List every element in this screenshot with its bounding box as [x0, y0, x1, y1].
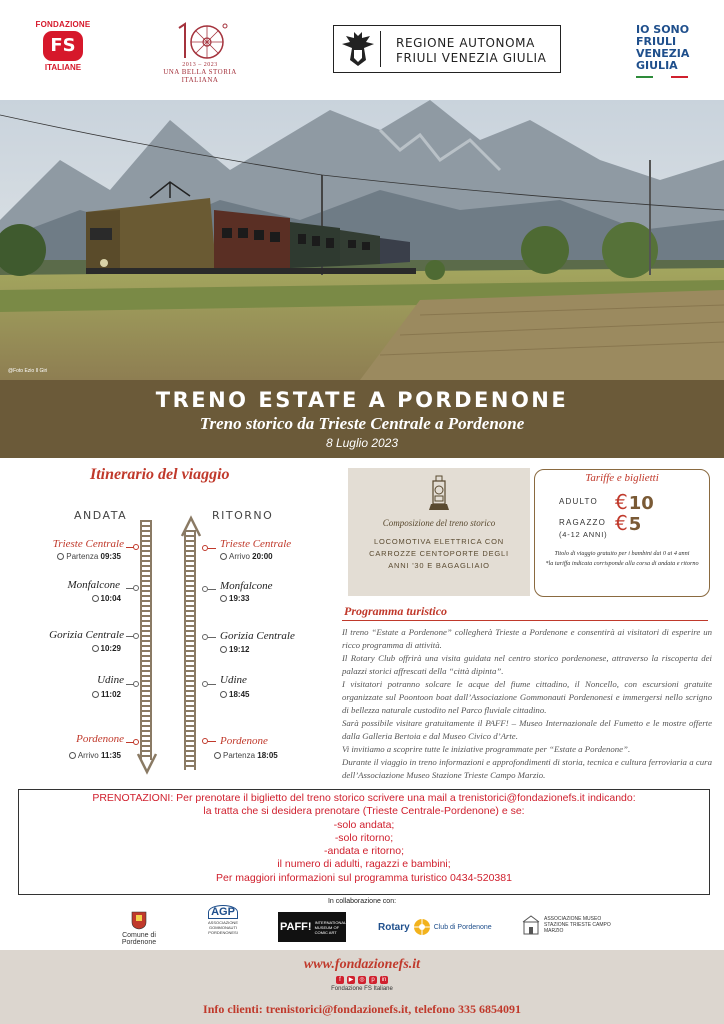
clock-icon [92, 595, 99, 602]
child-price: €5 [615, 511, 642, 535]
booking-line: PRENOTAZIONI: Per prenotare il biglietto del treno storico scrivere una mail a trenistorici@fondazionefs.it indicando: [92, 792, 636, 804]
andata-time: Partenza 09:35 [57, 552, 121, 561]
clock-icon [214, 752, 221, 759]
agp-logo [200, 905, 246, 935]
stop-tick [208, 589, 216, 590]
coat-of-arms-icon [131, 910, 147, 930]
programma-paragraph: Vi invitiamo a scoprire tutte le iniziative programmate per “Estate a Pordenone”. [342, 744, 631, 754]
stop-tick [208, 548, 216, 549]
andata-station: Gorizia Centrale [49, 629, 124, 641]
station-building-icon [522, 914, 540, 936]
ritorno-time: Arrivo 20:00 [220, 552, 273, 561]
programma-paragraph: Durante il viaggio in treno informazioni e approfondimenti di storia, tecnica e cultura ferroviaria a cura dell’Associazione Museo Stazione Trieste Campo Marzio. [342, 757, 712, 780]
historic-train-landscape [0, 100, 724, 380]
logo-bottom-text: ITALIANE [44, 63, 82, 72]
region-line-1: REGIONE AUTONOMA [396, 36, 535, 50]
tariff-note: Titolo di viaggio gratuito per i bambini dai 0 ai 4 anni [554, 550, 690, 557]
down-arrow-icon [136, 752, 158, 776]
stop-dot [133, 544, 139, 550]
region-line-2: FRIULI VENEZIA GIULIA [396, 51, 547, 65]
programma-paragraph: Il Rotary Club offrirà una visita guidata nel centro storico pordenonese, attraverso la riscoperta dei palazzi storici affrescati della “città dipinta”. [342, 653, 712, 676]
pinterest-icon[interactable]: p [369, 976, 377, 984]
fs-mark: FS [43, 31, 83, 61]
tariff-note: *la tariffa indicata corrisponde alla corsa di andata e ritorno [545, 560, 699, 567]
steam-locomotive-icon [427, 474, 451, 514]
booking-line: la tratta che si desidera prenotare (Trieste Centrale-Pordenone) e se: [203, 805, 525, 818]
stop-dot [133, 681, 139, 687]
photo-credit: @Foto Ezio Il Giri [8, 368, 48, 374]
comune-pordenone-logo [104, 910, 174, 946]
clock-icon [57, 553, 64, 560]
stop-dot [133, 633, 139, 639]
clock-icon [220, 691, 227, 698]
event-subtitle: Treno storico da Trieste Centrale a Pordenone [199, 414, 525, 433]
linkedin-icon[interactable]: in [381, 977, 387, 983]
ioso-line: GIULIA [636, 59, 678, 72]
comune-name: Comune di Pordenone [121, 932, 157, 946]
anniversary-tagline: UNA BELLA STORIA ITALIANA [163, 68, 237, 84]
anniversary-logo [150, 20, 250, 84]
clock-icon [220, 595, 227, 602]
programma-paragraph: I visitatori potranno solcare le acque del fiume cittadino, il Noncello, con escursioni gratuite organizzate sul Poontoon boat dall’Associazione Gommonauti Pordenonesi e immergersi nello scrigno di bellezza naturale custodito nel Parco fluviale cittadino. [342, 679, 712, 715]
andata-header: ANDATA [74, 509, 128, 522]
rotary-wheel-icon [413, 918, 431, 936]
agp-mark: AGP [208, 905, 238, 919]
footer-org: Fondazione FS Italiane [331, 986, 393, 992]
region-divider [380, 31, 381, 67]
andata-time: 10:29 [92, 644, 121, 653]
programma-title: Programma turistico [344, 604, 448, 618]
andata-track [140, 520, 152, 760]
andata-time: Arrivo 11:35 [69, 751, 121, 760]
ritorno-track [184, 530, 196, 770]
programma-rule [342, 620, 708, 621]
footer [0, 950, 724, 1024]
hero-train-photo [0, 100, 724, 380]
ritorno-station: Monfalcone [220, 580, 273, 592]
stop-tick [208, 637, 216, 638]
ritorno-header: RITORNO [212, 509, 274, 522]
booking-line: -andata e ritorno; [324, 845, 404, 858]
io-sono-fvg-logo [636, 24, 689, 78]
ritorno-time: 19:33 [220, 594, 249, 603]
stop-tick [208, 741, 216, 742]
title-band [0, 380, 724, 458]
ritorno-time: Partenza 18:05 [214, 751, 278, 760]
ritorno-time: 19:12 [220, 645, 249, 654]
booking-line: il numero di adulti, ragazzi e bambini; [277, 858, 451, 871]
itinerary-title: Itinerario del viaggio [90, 466, 230, 483]
rotary-logo [378, 918, 498, 936]
fondazione-fs-logo [30, 20, 96, 72]
ritorno-station: Trieste Centrale [220, 538, 292, 550]
tariffs-notes [541, 549, 703, 569]
andata-station: Monfalcone [67, 579, 120, 591]
up-arrow-icon [180, 514, 202, 538]
ioso-line: FRIULI [636, 35, 677, 48]
italian-flag-stripe [636, 76, 688, 78]
booking-line: -solo andata; [333, 818, 395, 831]
clock-icon [92, 691, 99, 698]
instagram-icon[interactable]: ◎ [359, 977, 365, 983]
paff-name: INTERNATIONAL MUSEUM OF COMIC ART [314, 919, 347, 935]
paff-logo [278, 912, 346, 942]
andata-station: Udine [97, 674, 124, 686]
website-link[interactable]: www.fondazionefs.it [303, 957, 421, 972]
stop-dot [133, 585, 139, 591]
collaboration-label: In collaborazione con: [327, 898, 397, 905]
ritorno-station: Udine [220, 674, 247, 686]
event-title: TRENO ESTATE A PORDENONE [155, 388, 569, 412]
composition-description: LOCOMOTIVA ELETTRICA CON CARROZZE CENTOPORTE DEGLI ANNI '30 E BAGAGLIAIO [369, 537, 509, 570]
region-name [396, 36, 546, 66]
logo-top-text: FONDAZIONE [35, 20, 91, 29]
composition-title: Composizione del treno storico [382, 518, 496, 528]
eagle-icon [340, 30, 376, 68]
paff-mark: PAFF! [280, 921, 312, 933]
child-label: RAGAZZO [559, 518, 607, 527]
social-icons [0, 976, 724, 984]
rotary-name: Rotary [378, 921, 410, 933]
adult-price: €10 [615, 490, 654, 514]
youtube-icon[interactable]: ▶ [348, 977, 354, 983]
ioso-line: IO SONO [636, 23, 690, 36]
andata-time: 10:04 [92, 594, 121, 603]
stop-tick [208, 684, 216, 685]
train-composition-box [348, 468, 530, 596]
region-logo [333, 25, 561, 73]
agp-name: ASSOCIAZIONE GOMMONAUTI PORDENONESI [207, 920, 238, 935]
clock-icon [220, 553, 227, 560]
event-date: 8 Luglio 2023 [325, 436, 399, 450]
andata-station: Trieste Centrale [52, 538, 124, 550]
ioso-line: VENEZIA [636, 47, 690, 60]
adult-label: ADULTO [559, 497, 598, 506]
andata-time: 11:02 [92, 690, 121, 699]
clock-icon [220, 646, 227, 653]
anniversary-years: 2013 – 2023 [182, 62, 218, 68]
clock-icon [69, 752, 76, 759]
tariffs-box [534, 469, 710, 597]
booking-line: -solo ritorno; [334, 831, 394, 844]
customer-info: Info clienti: trenistorici@fondazionefs.it, telefono 335 6854091 [203, 1002, 521, 1016]
programma-paragraph: Il treno “Estate a Pordenone” collegherà Trieste a Pordenone e consentirà ai visitatori di esperire un ricco programma di attività. [342, 627, 712, 650]
booking-line: Per maggiori informazioni sul programma turistico 0434-520381 [216, 871, 512, 884]
tariffs-title: Tariffe e biglietti [585, 472, 659, 484]
ritorno-station: Pordenone [220, 735, 268, 747]
child-age: (4-12 ANNI) [559, 530, 608, 539]
andata-station: Pordenone [76, 733, 124, 745]
programma-paragraph: Sarà possibile visitare gratuitamente il PAFF! – Museo Internazionale del Fumetto e le mostre offerte dalla Galleria Bertoia e dal Museo Civico d’Arte. [342, 718, 712, 741]
ritorno-station: Gorizia Centrale [220, 630, 295, 642]
booking-box [18, 789, 710, 895]
ritorno-time: 18:45 [220, 690, 249, 699]
rotary-club: Club di Pordenone [433, 923, 492, 931]
programma-text [342, 626, 712, 782]
museo-name: ASSOCIAZIONE MUSEO STAZIONE TRIESTE CAMPO MARZIO [544, 916, 611, 934]
clock-icon [92, 645, 99, 652]
ten-years-wheel-icon [165, 20, 235, 62]
stop-dot [133, 739, 139, 745]
facebook-icon[interactable]: f [336, 976, 344, 984]
museo-stazione-logo [522, 914, 632, 936]
